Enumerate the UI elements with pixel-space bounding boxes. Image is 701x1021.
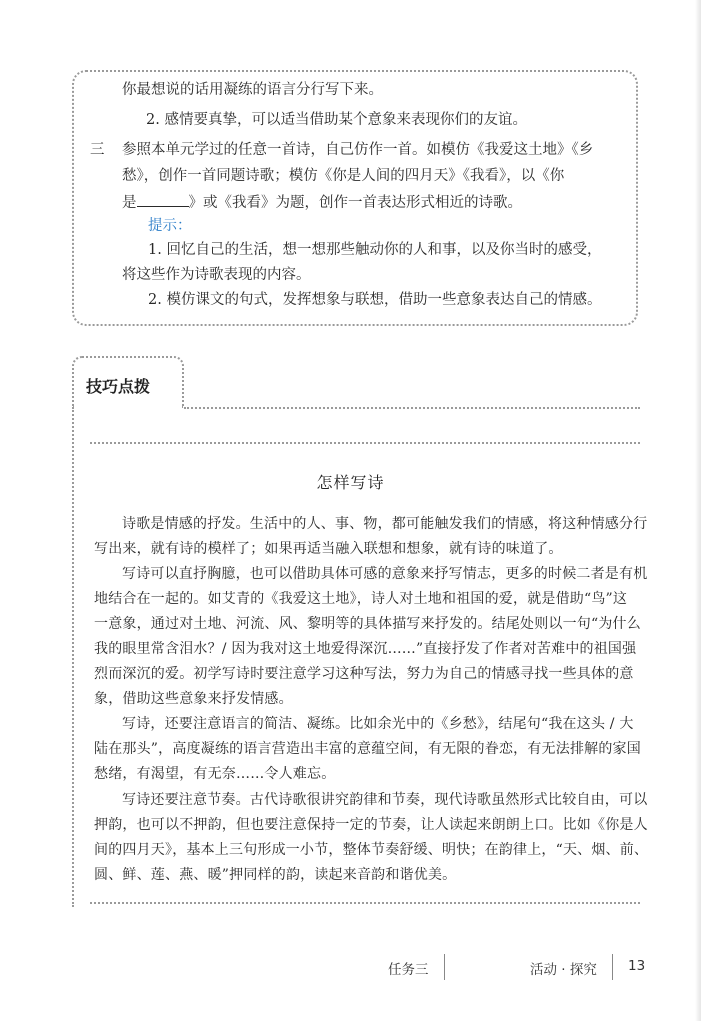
footer-task: 任务三 (388, 962, 429, 978)
paragraph-line: 烈而深沉的爱。初学写诗时要注意学习这种写法，努力为自己的情感寻找一些具体的意 (94, 666, 634, 682)
divider (90, 442, 640, 444)
paragraph-line: 一意象，通过对土地、河流、风、黎明等的具体描写来抒发的。结尾处则以一句“为什么 (94, 616, 641, 632)
footer-separator (444, 954, 445, 980)
paragraph-line: 写出来，就有诗的模样了；如果再适当融入联想和想象，就有诗的味道了。 (94, 541, 563, 557)
footer-section: 活动 · 探究 (530, 962, 597, 978)
page-number: 13 (628, 958, 646, 974)
paragraph-line: 间的四月天》，基本上三句形成一小节，整体节奏舒缓、明快；在韵律上，“天、烟、前、 (94, 842, 649, 858)
hint-line: 将这些作为诗歌表现的内容。 (122, 267, 311, 283)
task-line-prefix: 是 (122, 195, 137, 211)
essay-title: 怎样写诗 (316, 473, 385, 492)
paragraph-line: 我的眼里常含泪水？/ 因为我对这土地爱得深沉……”直接抒发了作者对苦难中的祖国强 (94, 641, 637, 657)
page-edge (695, 0, 701, 1021)
task-line: 你最想说的话用凝练的语言分行写下来。 (122, 82, 383, 98)
task-line-rest: 》或《我看》为题，创作一首表达形式相近的诗歌。 (188, 195, 522, 211)
hint-line: 1. 回忆自己的生活，想一想那些触动你的人和事，以及你当时的感受， (148, 242, 602, 258)
task-line: 参照本单元学过的任意一首诗，自己仿作一首。如模仿《我爱这土地》《乡 (122, 142, 594, 158)
hint-label: 提示： (148, 218, 192, 234)
paragraph-line: 愁绪，有渴望，有无奈……令人难忘。 (94, 766, 336, 782)
paragraph-line: 押韵，也可以不押韵，但也要注意保持一定的节奏，让人读起来朗朗上口。比如《你是人 (94, 817, 648, 833)
task-line: 2. 感情要真挚，可以适当借助某个意象来表现你们的友谊。 (146, 112, 527, 128)
paragraph-line: 写诗可以直抒胸臆，也可以借助具体可感的意象来抒写情志，更多的时候二者是有机 (122, 566, 648, 582)
paragraph-line: 写诗还要注意节奏。古代诗歌很讲究韵律和节奏，现代诗歌虽然形式比较自由，可以 (122, 792, 648, 808)
paragraph-line: 写诗，还要注意语言的简洁、凝练。比如余光中的《乡愁》，结尾句“我在这头 / 大 (122, 716, 634, 732)
footer-separator (612, 954, 613, 980)
paragraph-line: 诗歌是情感的抒发。生活中的人、事、物，都可能触发我们的情感，将这种情感分行 (122, 516, 648, 532)
hint-line: 2. 模仿课文的句式，发挥想象与联想，借助一些意象表达自己的情感。 (148, 292, 602, 308)
task-line-with-blank (122, 192, 522, 213)
fill-blank (137, 192, 189, 207)
paragraph-line: 圆、鲜、莲、燕、暖”押同样的韵，读起来音韵和谐优美。 (94, 867, 457, 883)
paragraph-line: 地结合在一起的。如艾青的《我爱这土地》，诗人对土地和祖国的爱，就是借助“鸟”这 (94, 591, 628, 607)
item-number: 三 (90, 142, 105, 158)
paragraph-line: 象，借助这些意象来抒发情感。 (94, 691, 293, 707)
divider (90, 902, 640, 904)
task-line: 愁》，创作一首同题诗歌；模仿《你是人间的四月天》《我看》，以《你 (122, 168, 565, 184)
paragraph-line: 陆在那头”，高度凝练的语言营造出丰富的意蕴空间，有无限的眷恋，有无法排解的家国 (94, 741, 641, 757)
tips-title: 技巧点拨 (86, 377, 151, 396)
divider (184, 407, 640, 409)
